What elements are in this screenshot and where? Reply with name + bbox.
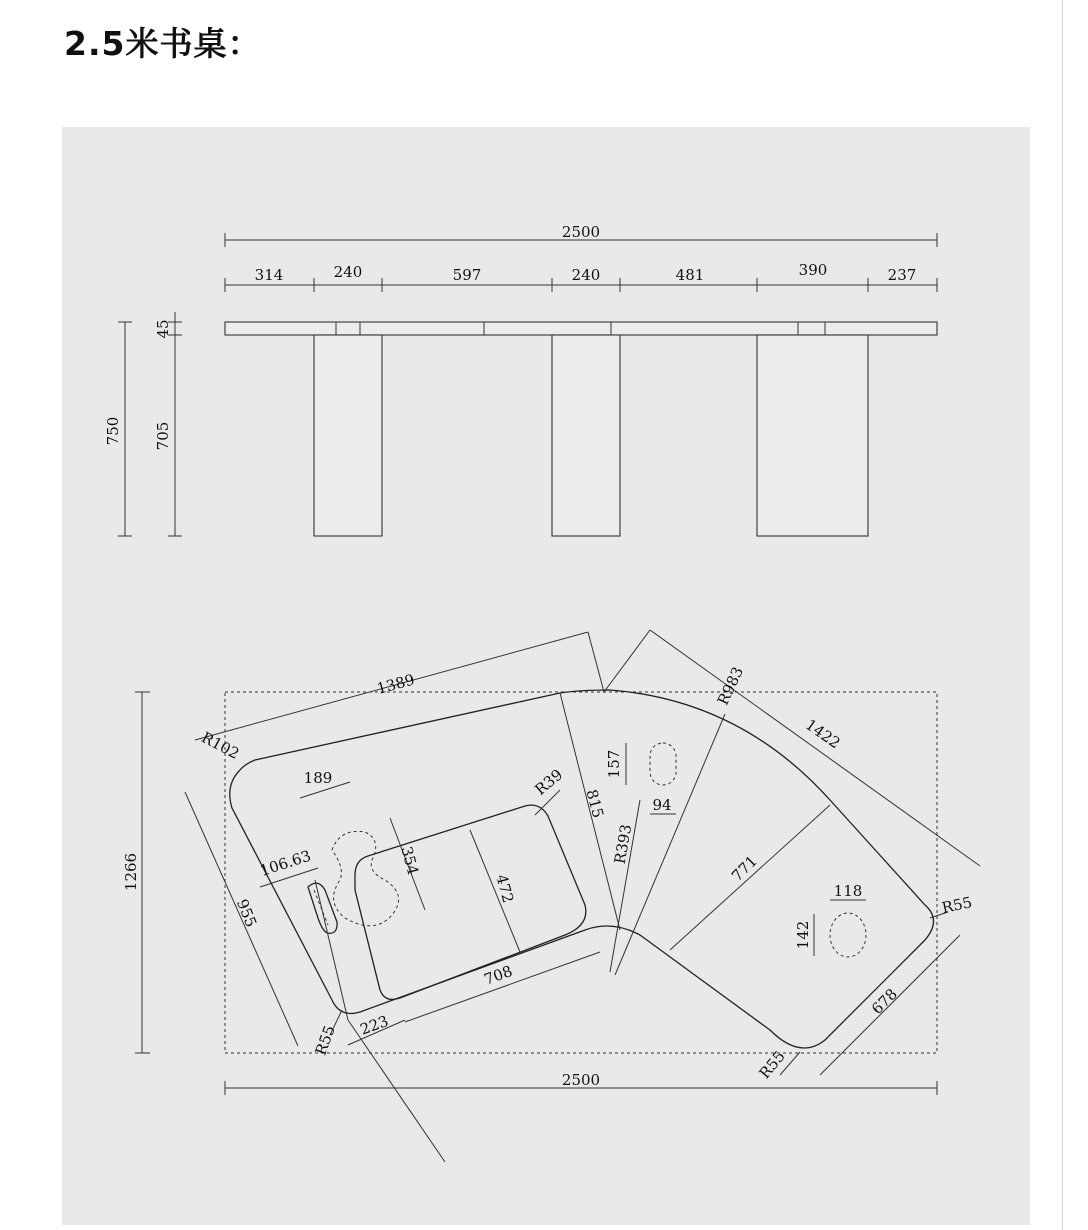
- top-thickness-label: 45: [154, 319, 172, 339]
- dim-118-label: 118: [833, 882, 863, 900]
- leg-footprint-right: [830, 913, 866, 957]
- segment-label: 481: [675, 266, 705, 284]
- front-view: [104, 223, 937, 536]
- radius-393-label: R393: [610, 822, 636, 866]
- depth-label: 1266: [122, 852, 140, 892]
- dim-106-label: 106.63: [257, 846, 314, 880]
- dim-94-label: 94: [652, 796, 672, 814]
- cable-slot: [308, 883, 337, 933]
- segment-label: 237: [887, 266, 917, 284]
- dim-223-label: 223: [357, 1011, 391, 1039]
- leg-footprint-left: [332, 831, 399, 925]
- back-left-label: 1389: [374, 670, 417, 698]
- dim-142-label: 142: [794, 920, 812, 950]
- dim-157-label: 157: [605, 749, 623, 779]
- back-right-dim-line: [650, 630, 980, 866]
- radius-102-label: R102: [198, 728, 243, 763]
- dim-189-label: 189: [303, 769, 333, 787]
- dim-815-label: 815: [582, 787, 608, 820]
- inner-cutout: [355, 805, 586, 999]
- dim-771-label: 771: [727, 851, 761, 885]
- dim-472-label: 472: [492, 872, 518, 905]
- desk-leg-right: [757, 335, 868, 536]
- segment-label: 240: [333, 263, 363, 281]
- back-right-label: 1422: [802, 715, 844, 753]
- radius-55-bottom-label: R55: [755, 1047, 789, 1083]
- page-title: 2.5米书桌：: [64, 24, 262, 63]
- segment-label: 390: [798, 261, 828, 279]
- desk-top: [225, 322, 937, 335]
- total-width-label: 2500: [561, 223, 601, 241]
- segment-label: 314: [254, 266, 284, 284]
- desk-leg-left: [314, 335, 382, 536]
- dim-708-label: 708: [481, 961, 515, 989]
- leg-height-label: 705: [154, 421, 172, 451]
- total-height-label: 750: [104, 416, 122, 446]
- top-view: [122, 630, 980, 1162]
- desk-leg-middle: [552, 335, 620, 536]
- segment-label: 240: [571, 266, 601, 284]
- dim-354-label: 354: [397, 844, 423, 877]
- dim-678-label: 678: [867, 984, 901, 1018]
- width-label: 2500: [561, 1071, 601, 1089]
- radius-39-label: R39: [531, 765, 567, 799]
- leg-footprint-middle: [650, 743, 676, 785]
- dim-955-label: 955: [232, 896, 261, 930]
- radius-983-label: R983: [713, 663, 748, 708]
- radius-55-right-label: R55: [940, 893, 974, 918]
- radius-55-left-label: R55: [311, 1022, 339, 1058]
- dim-708-line: [405, 952, 600, 1022]
- segment-label: 597: [452, 266, 482, 284]
